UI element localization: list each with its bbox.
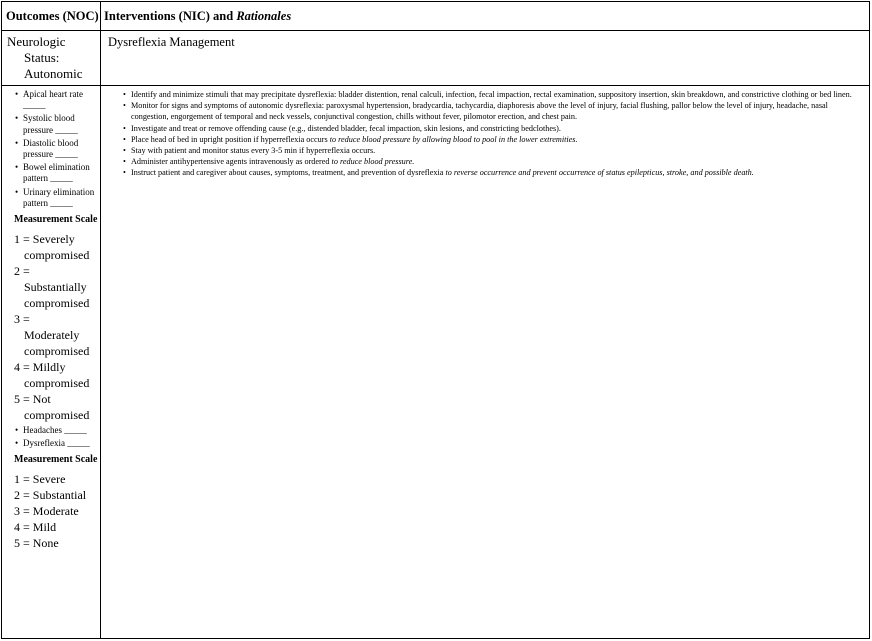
- intervention-text: Place head of bed in upright position if hyperreflexia occurs: [131, 134, 328, 144]
- bullet-icon: •: [15, 438, 19, 449]
- scale-item-label: compromised: [24, 376, 90, 391]
- scale-item: 4 = Mild: [14, 520, 57, 535]
- scale-item: 2 = Substantial: [14, 488, 87, 503]
- rationales-header-text: Rationales: [236, 9, 292, 23]
- indicator-text: Apical heart rate _____: [23, 89, 83, 111]
- intervention-title: Dysreflexia Management: [108, 35, 235, 49]
- scale-item: 5 = None: [14, 536, 59, 551]
- interventions-list: [123, 89, 864, 179]
- indicator-text: Headaches _____: [23, 425, 87, 436]
- indicator-item: [13, 187, 99, 209]
- bullet-icon: •: [15, 162, 19, 173]
- intervention-item: [123, 89, 864, 100]
- intervention-rationale: to reduce blood pressure.: [331, 157, 415, 167]
- scale-item: [13, 359, 99, 391]
- outcome-title: [7, 34, 99, 82]
- scale-item-label: compromised: [24, 408, 90, 423]
- scale-item-value: 4 = Mildly: [14, 360, 66, 375]
- intervention-item: [123, 145, 864, 156]
- indicator-item: [13, 89, 99, 111]
- indicator-text: Bowel elimination pattern _____: [23, 162, 90, 184]
- scale-item-value: 2 =: [14, 264, 30, 279]
- bullet-icon: •: [123, 123, 126, 133]
- indicator-item: [13, 425, 99, 436]
- indicator-item: [13, 438, 99, 449]
- table-header-row: [1, 1, 870, 31]
- row-divider: [1, 85, 870, 86]
- bullet-icon: •: [123, 157, 126, 167]
- scale-item-value: 1 = Severely: [14, 232, 75, 247]
- scale-item: [13, 311, 99, 359]
- intervention-rationale: to reverse occurrence and prevent occurrence of status epilepticus, stroke, and possible death.: [445, 168, 754, 178]
- scale-item: 3 = Moderate: [14, 504, 79, 519]
- intervention-text: Stay with patient and monitor status every 3-5 min if hyperreflexia occurs.: [131, 146, 376, 156]
- intervention-text: Instruct patient and caregiver about causes, symptoms, treatment, and prevention of dysreflexia: [131, 168, 444, 178]
- intervention-text: Administer antihypertensive agents intravenously as ordered: [131, 157, 330, 167]
- indicator-text: Systolic blood pressure _____: [23, 113, 78, 135]
- scale-item-value: 5 = Not: [14, 392, 51, 407]
- scale-item: 1 = Severe: [14, 472, 66, 487]
- bullet-icon: •: [15, 425, 19, 436]
- outcome-indicators: [13, 89, 99, 551]
- scale-item: [13, 263, 99, 311]
- measurement-scale-heading: Measurement Scale: [14, 454, 98, 466]
- bullet-icon: •: [123, 90, 126, 99]
- bullet-icon: •: [123, 134, 126, 144]
- intervention-item: [123, 123, 864, 134]
- indicator-text: Diastolic blood pressure _____: [23, 137, 79, 160]
- scale-item-label: Substantially compromised: [24, 280, 90, 311]
- column-divider: [100, 1, 101, 639]
- outcomes-column-header: Outcomes (NOC): [6, 9, 99, 23]
- interventions-header-text: Interventions (NIC) and: [104, 9, 234, 23]
- intervention-rationale: to reduce blood pressure by allowing blood to pool in the lower extremities.: [329, 134, 578, 144]
- scale-item: [13, 391, 99, 423]
- indicator-text: Dysreflexia _____: [23, 438, 90, 449]
- measurement-scale-heading: Measurement Scale: [14, 214, 98, 226]
- bullet-icon: •: [123, 101, 126, 111]
- bullet-icon: •: [123, 146, 126, 156]
- bullet-icon: •: [15, 186, 19, 197]
- interventions-column-header: [104, 9, 291, 24]
- intervention-text: Monitor for signs and symptoms of autonomic dysreflexia: paroxysmal hypertension, bradycardia, tachycardia, diaphoresis above the level of injury, facial flushing, pallor below the level of injury, headache, nasal congestion, engorgement of temporal and neck vessels, conjunctival congestion, chills without fever, pilomotor erection, and chest pain.: [131, 101, 828, 122]
- indicator-text: Urinary elimination pattern _____: [23, 186, 95, 208]
- intervention-text: Investigate and treat or remove offending cause (e.g., distended bladder, fecal impaction, skin lesions, and constricting bedclothes).: [131, 123, 561, 133]
- bullet-icon: •: [15, 89, 19, 99]
- scale-item: [13, 231, 99, 263]
- indicator-item: [13, 138, 99, 160]
- intervention-item: [123, 156, 864, 167]
- bullet-icon: •: [15, 113, 19, 124]
- bullet-icon: •: [15, 137, 19, 148]
- scale-item-value: 3 =: [14, 312, 30, 327]
- intervention-item: [123, 167, 864, 178]
- indicator-item: [13, 162, 99, 184]
- intervention-item: [123, 100, 864, 122]
- intervention-text: Identify and minimize stimuli that may precipitate dysreflexia: bladder distention, renal calculi, infection, fecal impaction, rectal examination, suppository insertion, skin breakdown, and constrictive clothing or bed linen.: [131, 90, 852, 99]
- scale-item-label: Moderately compromised: [24, 328, 90, 359]
- indicator-item: [13, 113, 99, 135]
- intervention-item: [123, 134, 864, 145]
- bullet-icon: •: [123, 168, 126, 178]
- scale-item-label: compromised: [24, 248, 90, 263]
- outcome-title-line: Status:: [24, 50, 60, 65]
- outcome-title-line: Neurologic: [7, 34, 66, 49]
- outcome-title-line: Autonomic: [24, 66, 83, 81]
